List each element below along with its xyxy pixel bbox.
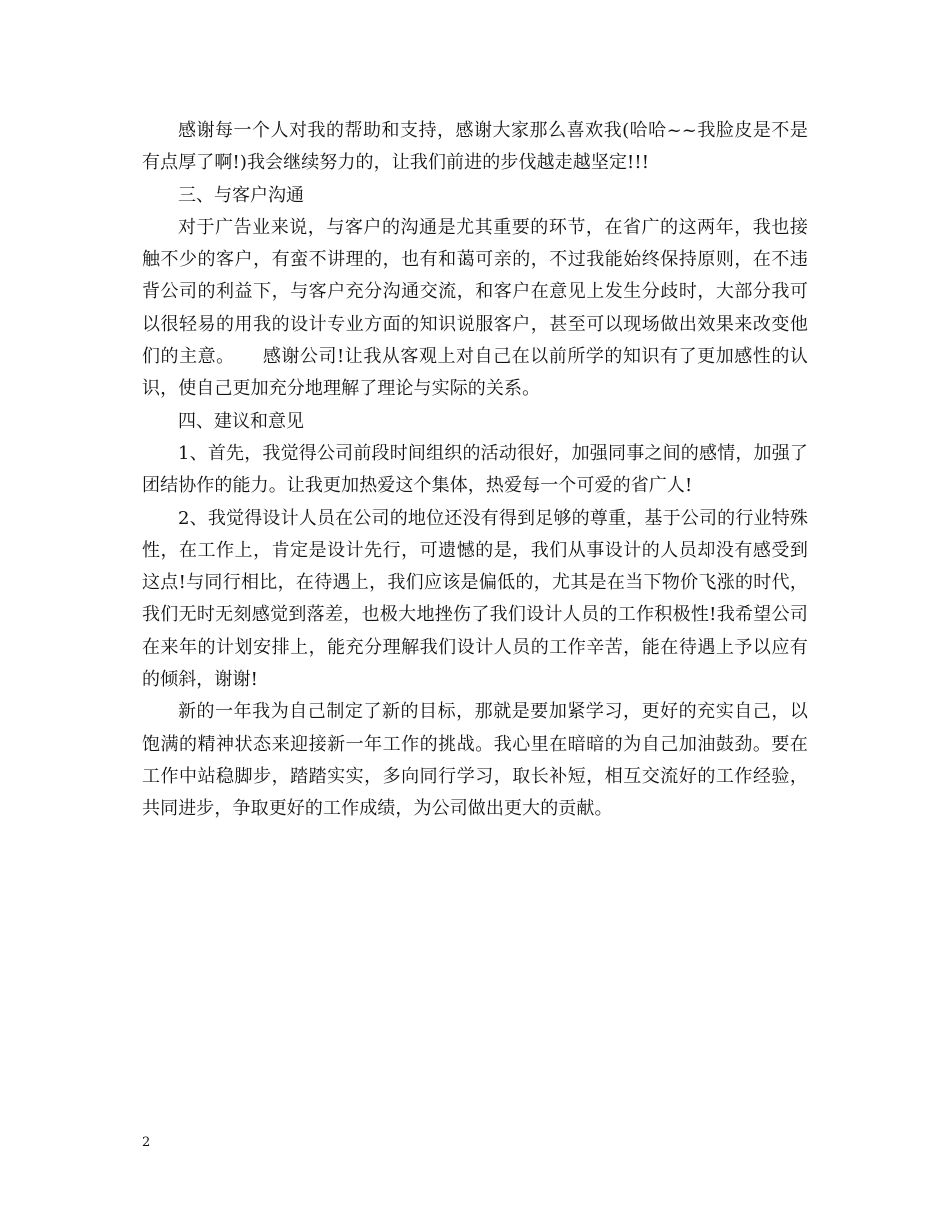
page-number: 2 <box>142 1135 151 1150</box>
section-heading-suggestions: 四、建议和意见 <box>178 410 304 432</box>
paragraph-suggestion-2: 2、我觉得设计人员在公司的地位还没有得到足够的尊重，基于公司的行业特殊性，在工作上，肯定是设计先行，可遗憾的是，我们从事设计的人员却没有感受到这点!与同行相比，在待遇上，我们应该是偏低的，尤其是在当下物价飞涨的时代，我们无时无刻感觉到落差，也极大地挫伤了我们设计人员的工作积极性!我希望公司在来年的计划安排上，能充分理解我们设计人员的工作辛苦，能在待遇上予以应有的倾斜，谢谢! <box>142 507 808 691</box>
paragraph-new-year-goals: 新的一年我为自己制定了新的目标，那就是要加紧学习，更好的充实自己，以饱满的精神状态来迎接新一年工作的挑战。我心里在暗暗的为自己加油鼓劲。要在工作中站稳脚步，踏踏实实，多向同行学习，取长补短，相互交流好的工作经验，共同进步，争取更好的工作成绩，为公司做出更大的贡献。 <box>142 701 808 820</box>
paragraph-thanks: 感谢每一个人对我的帮助和支持，感谢大家那么喜欢我(哈哈~~我脸皮是不是有点厚了啊!)我会继续努力的，让我们前进的步伐越走越坚定!!! <box>142 120 808 174</box>
document-body <box>142 115 808 826</box>
section-heading-client-communication: 三、与客户沟通 <box>178 184 304 206</box>
paragraph-suggestion-1: 1、首先，我觉得公司前段时间组织的活动很好，加强同事之间的感情，加强了团结协作的能力。让我更加热爱这个集体，热爱每一个可爱的省广人! <box>142 442 808 497</box>
paragraph-client-communication: 对于广告业来说，与客户的沟通是尤其重要的环节，在省广的这两年，我也接触不少的客户，有蛮不讲理的，也有和蔼可亲的，不过我能始终保持原则，在不违背公司的利益下，与客户充分沟通交流，和客户在意见上发生分歧时，大部分我可以很轻易的用我的设计专业方面的知识说服客户，甚至可以现场做出效果来改变他们的主意。 感谢公司!让我从客观上对自己在以前所学的知识有了更加感性的认识，使自己更加充分地理解了理论与实际的关系。 <box>142 216 808 400</box>
